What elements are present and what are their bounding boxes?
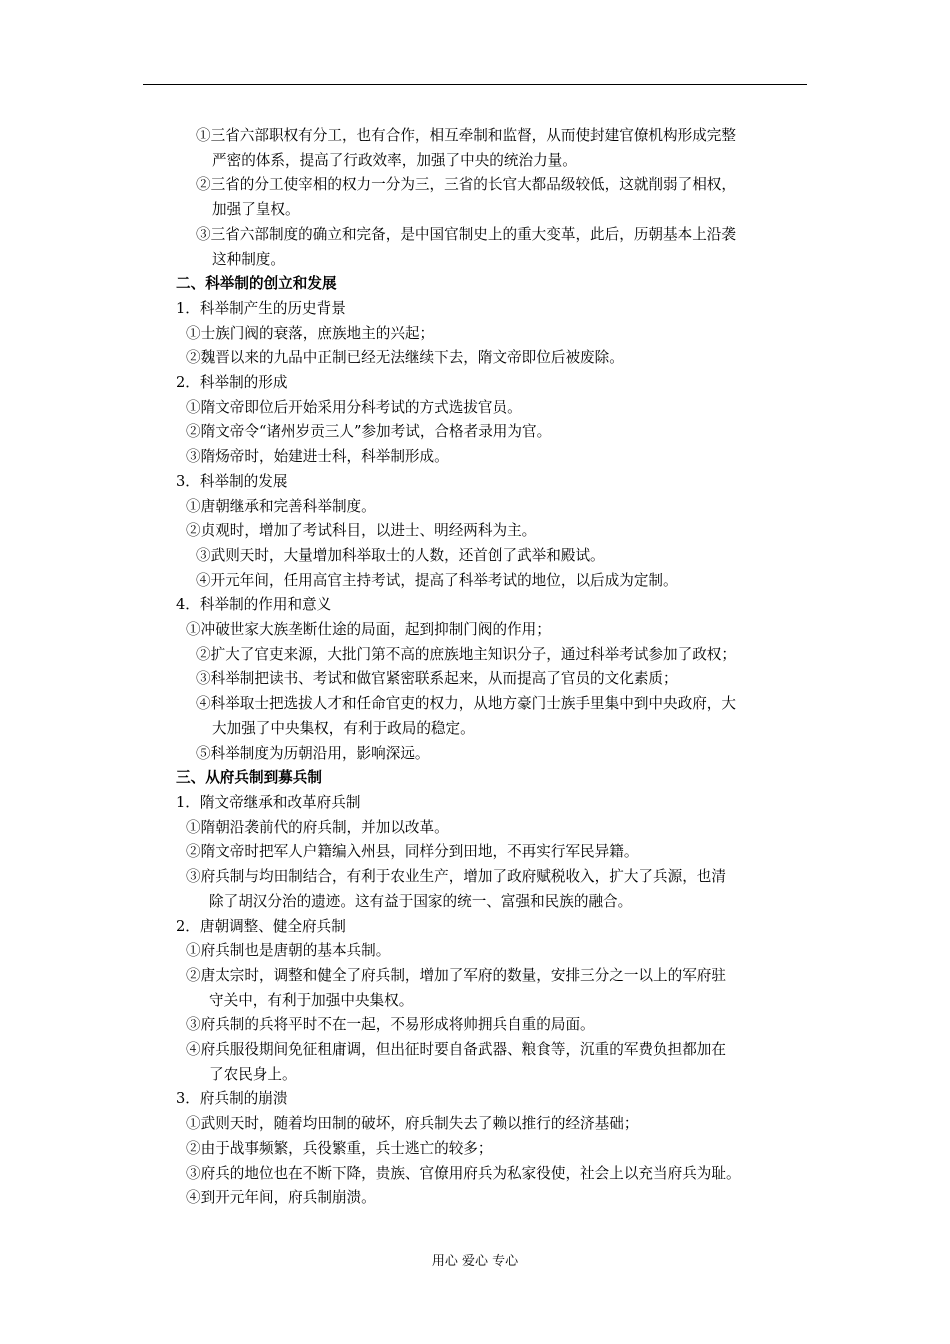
subsection-heading: 2．科举制的形成 [176,374,288,392]
subsection-heading: 3．府兵制的崩溃 [176,1090,288,1108]
list-item: ④开元年间，任用高官主持考试，提高了科举考试的地位，以后成为定制。 [196,571,678,589]
list-item: ③科举制把读书、考试和做官紧密联系起来，从而提高了官员的文化素质； [196,670,678,688]
list-item-continuation: 严密的体系，提高了行政效率，加强了中央的统治力量。 [212,151,577,169]
list-item-continuation: 大加强了中央集权，有利于政局的稳定。 [212,719,475,737]
list-item: ②由于战事频繁，兵役繁重，兵士逃亡的较多； [186,1139,493,1157]
section-heading: 三、从府兵制到募兵制 [176,769,322,787]
list-item: ⑤科举制度为历朝沿用，影响深远。 [196,744,430,762]
list-item: ①府兵制也是唐朝的基本兵制。 [186,942,391,960]
list-item: ②扩大了官吏来源，大批门第不高的庶族地主知识分子，通过科举考试参加了政权； [196,645,736,663]
subsection-heading: 4．科举制的作用和意义 [176,596,332,614]
list-item: ①隋文帝即位后开始采用分科考试的方式选拔官员。 [186,398,522,416]
list-item: ①武则天时，随着均田制的破坏，府兵制失去了赖以推行的经济基础； [186,1115,639,1133]
list-item: ②三省的分工使宰相的权力一分为三，三省的长官大都品级较低，这就削弱了相权， [196,176,736,194]
header-rule [143,84,807,85]
list-item-continuation: 这种制度。 [212,250,285,268]
list-item: ②贞观时，增加了考试科目，以进士、明经两科为主。 [186,522,537,540]
list-item: ①隋朝沿袭前代的府兵制，并加以改革。 [186,818,449,836]
subsection-heading: 1．隋文帝继承和改革府兵制 [176,793,361,811]
list-item-continuation: 加强了皇权。 [212,201,300,219]
list-item: ①三省六部职权有分工，也有合作，相互牵制和监督，从而使封建官僚机构形成完整 [196,127,736,144]
list-item-continuation: 除了胡汉分治的遗迹。这有益于国家的统一、富强和民族的融合。 [209,892,633,910]
section-heading: 二、科举制的创立和发展 [176,275,337,293]
subsection-heading: 2．唐朝调整、健全府兵制 [176,917,346,935]
list-item: ②唐太宗时，调整和健全了府兵制，增加了军府的数量，安排三分之一以上的军府驻 [186,966,726,984]
list-item: ①唐朝继承和完善科举制度。 [186,497,376,515]
list-item: ①士族门阀的衰落，庶族地主的兴起； [186,324,435,342]
list-item: ③府兵制与均田制结合，有利于农业生产，增加了政府赋税收入，扩大了兵源，也清 [186,868,726,886]
list-item: ③三省六部制度的确立和完备，是中国官制史上的重大变革，此后，历朝基本上沿袭 [196,225,736,243]
list-item: ③武则天时，大量增加科举取士的人数，还首创了武举和殿试。 [196,546,605,564]
list-item: ④科举取士把选拔人才和任命官吏的权力，从地方豪门士族手里集中到中央政府，大 [196,695,736,713]
list-item: ②隋文帝时把军人户籍编入州县，同样分到田地，不再实行军民异籍。 [186,843,639,861]
subsection-heading: 3．科举制的发展 [176,472,288,490]
list-item: ③府兵的地位也在不断下降，贵族、官僚用府兵为私家役使，社会上以充当府兵为耻。 [186,1164,741,1182]
list-item-continuation: 守关中，有利于加强中央集权。 [209,991,414,1009]
list-item: ③隋炀帝时，始建进士科，科举制形成。 [186,448,449,466]
document-body [176,124,816,1211]
list-item: ③府兵制的兵将平时不在一起，不易形成将帅拥兵自重的局面。 [186,1016,595,1034]
list-item: ②隋文帝令“诸州岁贡三人”参加考试，合格者录用为官。 [186,423,552,441]
list-item: ④府兵服役期间免征租庸调，但出征时要自备武器、粮食等，沉重的军费负担都加在 [186,1041,726,1059]
subsection-heading: 1．科举制产生的历史背景 [176,299,346,317]
page-footer: 用心 爱心 专心 [431,1254,519,1269]
list-item: ④到开元年间，府兵制崩溃。 [186,1189,376,1207]
list-item: ①冲破世家大族垄断仕途的局面，起到抑制门阀的作用； [186,621,551,639]
list-item: ②魏晋以来的九品中正制已经无法继续下去，隋文帝即位后被废除。 [186,349,624,367]
list-item-continuation: 了农民身上。 [209,1065,297,1083]
